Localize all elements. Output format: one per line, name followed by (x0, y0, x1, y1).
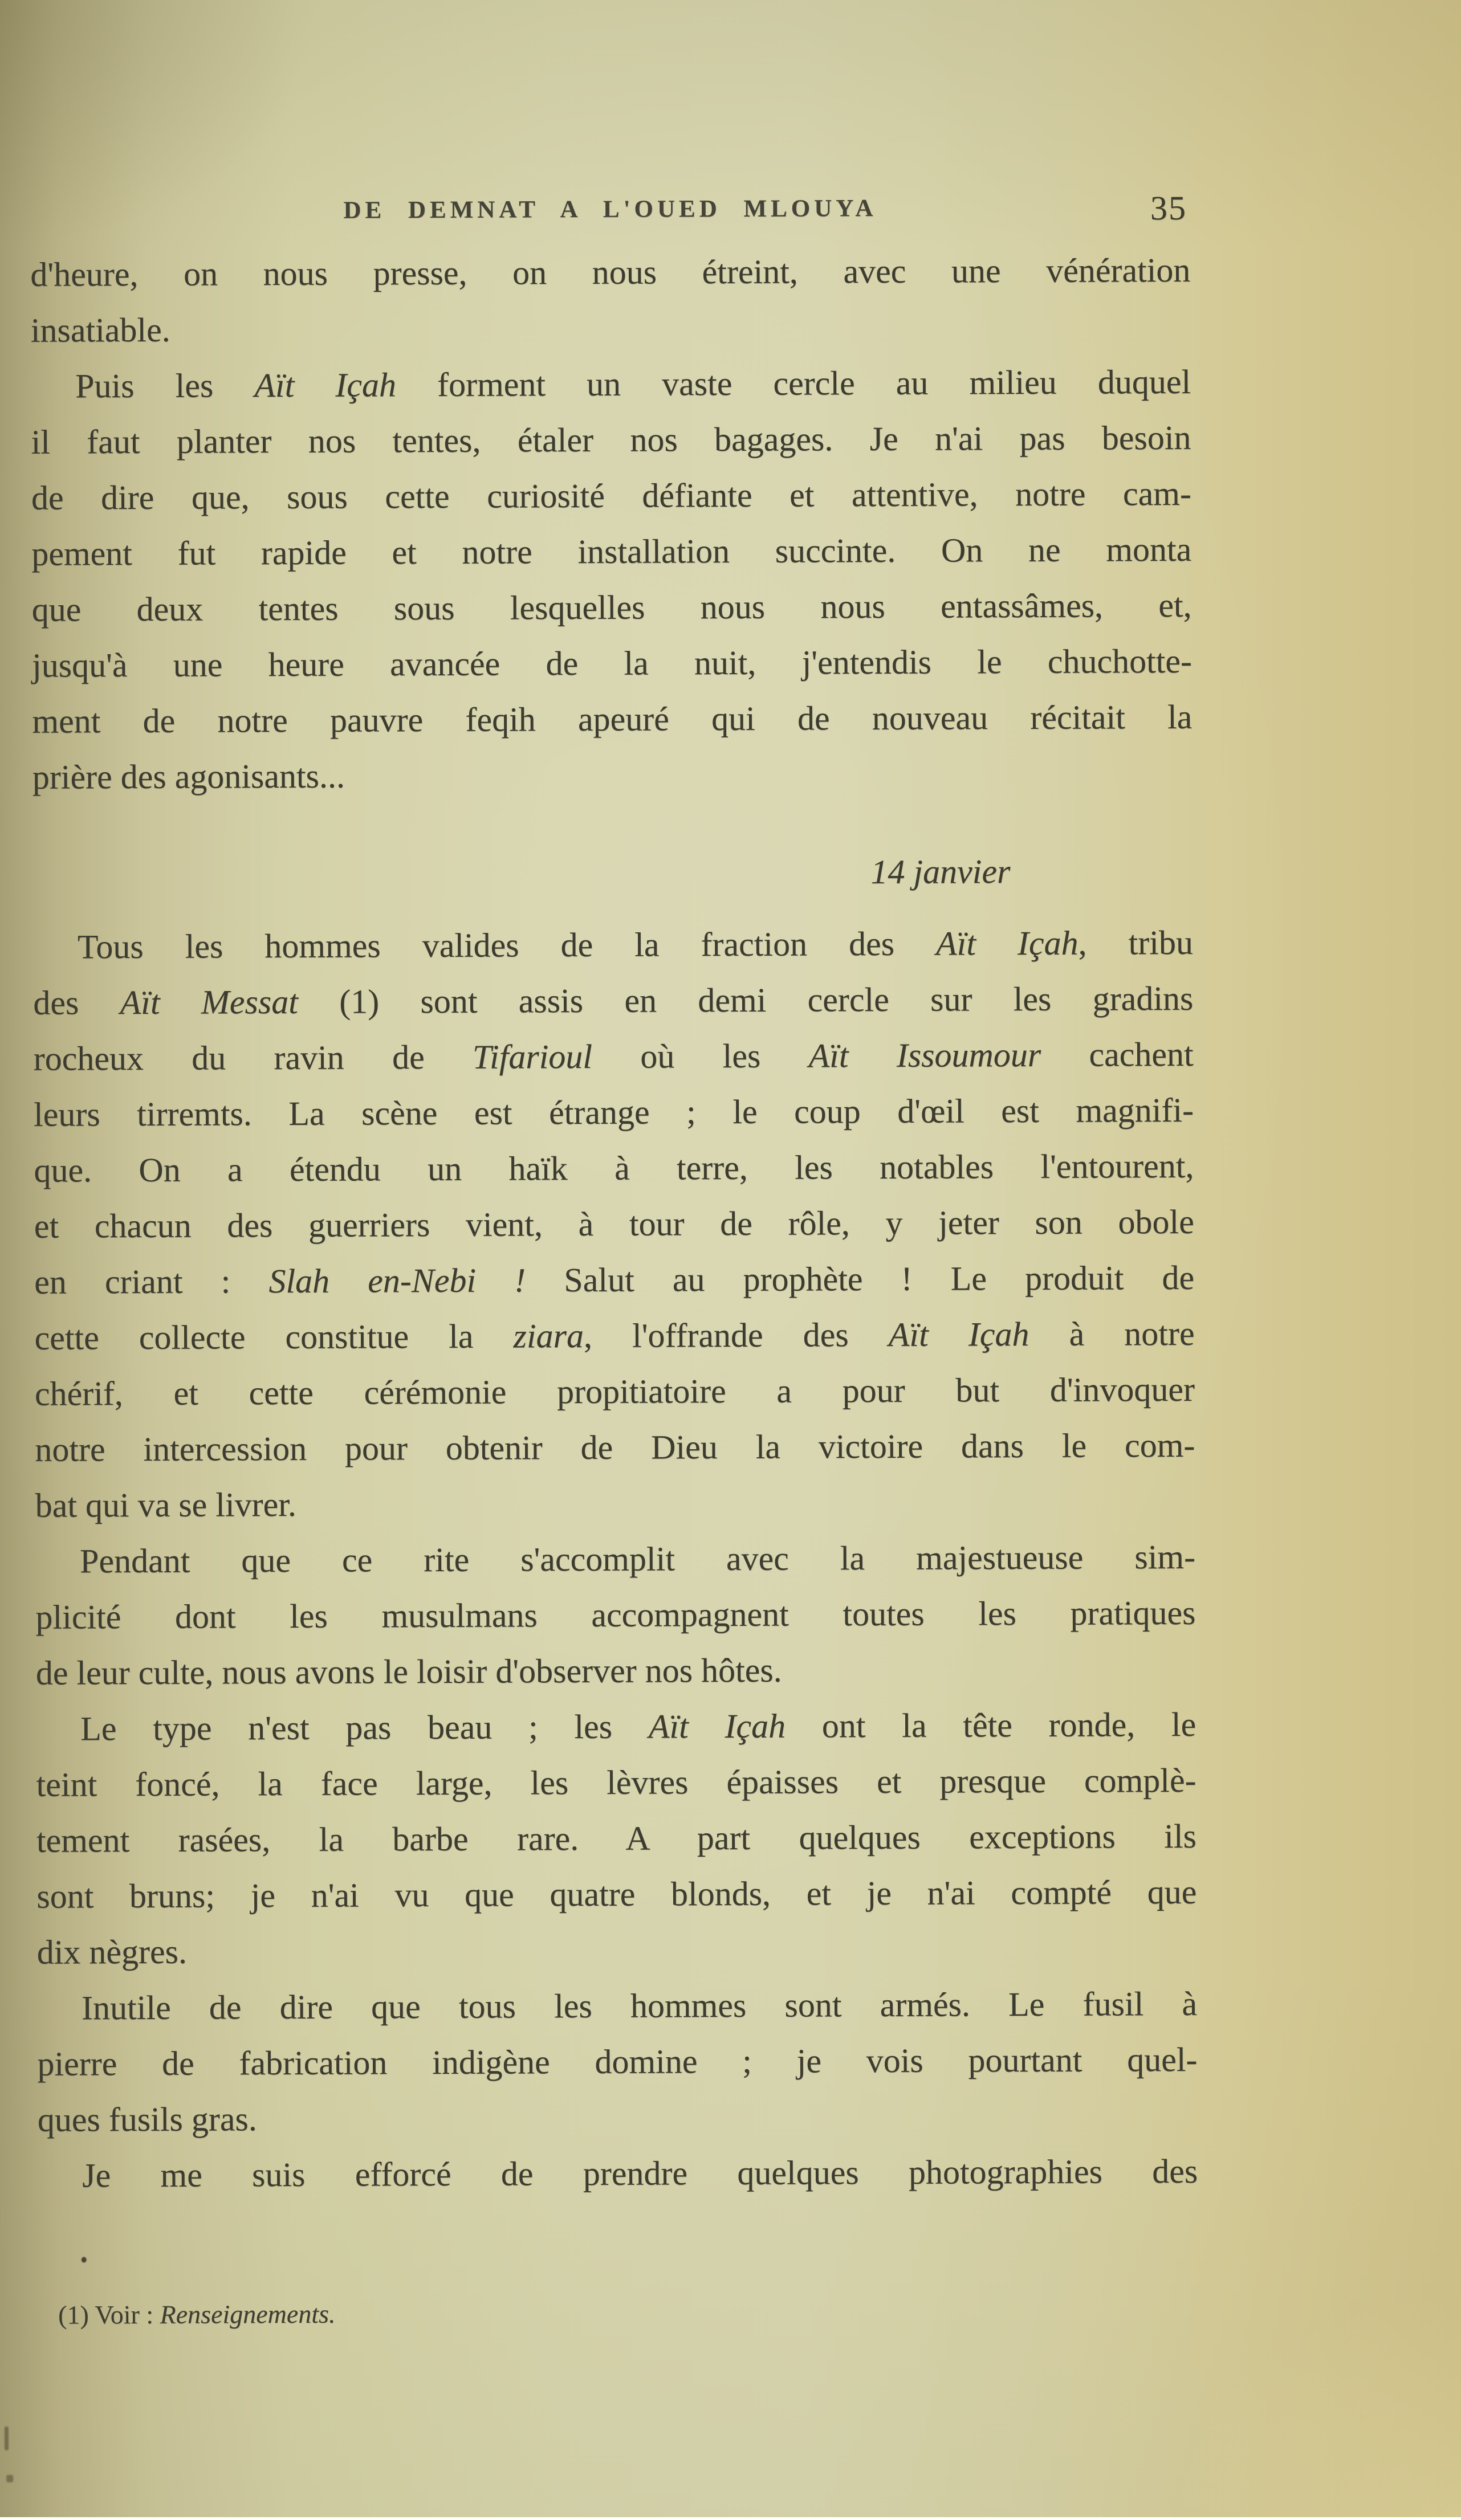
italic-phrase: Aït Içah (254, 366, 397, 405)
text-run: leurs tirremts. La scène est étrange ; le coup d'œil est magnifi- (33, 1091, 1194, 1133)
text-line (34, 1250, 1194, 1310)
text-line (36, 1641, 1196, 1701)
text-run: , tribu (1078, 923, 1194, 962)
text-line (33, 971, 1193, 1031)
paragraph (35, 1529, 1196, 1701)
text-line (36, 1864, 1197, 1924)
footnote (58, 2298, 336, 2331)
page-number: 35 (1150, 189, 1187, 227)
text-run: insatiable. (30, 311, 170, 349)
text-line (31, 466, 1191, 526)
text-run: des (33, 984, 120, 1022)
italic-phrase: Slah en-Nebi ! (268, 1261, 526, 1300)
text-run: Inutile de dire que tous les hommes sont armés. Le fusil à (81, 1984, 1198, 2027)
text-line (34, 1306, 1194, 1366)
text-run: teint foncé, la face large, les lèvres épaisses et presque complè- (36, 1761, 1197, 1804)
text-line (35, 1473, 1195, 1534)
text-run: et chacun des guerriers vient, à tour de rôle, y jeter son obole (34, 1202, 1194, 1245)
text-line (37, 2032, 1197, 2092)
text-line (31, 577, 1191, 638)
text-run: que deux tentes sous lesquelles nous nous entassâmes, et, (31, 586, 1192, 629)
text-run: Le type n'est pas beau ; les (80, 1707, 649, 1748)
italic-phrase: Tifarioul (472, 1037, 593, 1076)
text-run: Tous les hommes valides de la fraction des (77, 924, 937, 966)
text-line (35, 1417, 1195, 1478)
text-line (36, 1808, 1197, 1869)
text-run: prière des agonisants... (32, 757, 345, 796)
text-run: que. On a étendu un haïk à terre, les notables l'entourent, (34, 1147, 1194, 1189)
text-run: tement rasées, la barbe rare. A part quelques exceptions ils (36, 1817, 1197, 1860)
text-line (35, 1585, 1195, 1645)
scan-edge-speck (6, 2475, 13, 2482)
italic-phrase: Renseignements. (160, 2299, 336, 2329)
date-heading (32, 843, 1193, 903)
text-column (30, 0, 1198, 2204)
text-run: bat qui va se livrer. (35, 1485, 296, 1524)
running-head (30, 189, 1190, 227)
text-run: à notre (1029, 1314, 1195, 1353)
text-line (36, 1697, 1196, 1757)
page-title: DE DEMNAT A L'OUED MLOUYA (343, 195, 877, 224)
italic-phrase: 14 janvier (870, 853, 1011, 891)
text-line (35, 1361, 1195, 1422)
text-line (32, 745, 1193, 805)
text-line (31, 354, 1191, 414)
text-line (34, 1138, 1194, 1198)
paragraph (31, 354, 1193, 805)
text-run: ques fusils gras. (37, 2100, 257, 2139)
text-line (33, 1026, 1193, 1087)
text-run: dix nègres. (36, 1932, 188, 1971)
paragraph (38, 2143, 1198, 2204)
text-run: Je me suis efforcé de prendre quelques photographies des (82, 2152, 1198, 2195)
italic-phrase: Aït Içah (648, 1707, 786, 1746)
text-line (33, 915, 1193, 975)
paragraph (33, 915, 1195, 1534)
italic-phrase: Aït Içah (935, 924, 1079, 963)
text-run: pement fut rapide et notre installation succinte. On ne monta (31, 530, 1192, 573)
text-run: de dire que, sous cette curiosité défiante et attentive, notre cam- (31, 474, 1191, 517)
italic-phrase: Aït Messat (120, 982, 298, 1022)
text-run: ment de notre pauvre feqih apeuré qui de nouveau récitait la (32, 698, 1193, 740)
text-run: chérif, et cette cérémonie propitiatoire a pour but d'invoquer (34, 1370, 1195, 1413)
text-run: (1) Voir : (58, 2299, 160, 2330)
text-line (32, 689, 1192, 749)
paragraph (36, 1697, 1197, 1980)
text-line (34, 1082, 1194, 1143)
text-line (38, 2143, 1198, 2204)
scan-edge-speck (5, 2427, 9, 2450)
paragraph (37, 1976, 1198, 2148)
italic-phrase: Aït Issoumour (808, 1035, 1041, 1075)
text-run: forment un vaste cercle au milieu duquel (396, 362, 1191, 404)
text-run: ont la tête ronde, le (785, 1705, 1197, 1745)
text-run: Puis les (75, 366, 255, 405)
text-run: de leur culte, nous avons le loisir d'observer nos hôtes. (35, 1651, 782, 1692)
text-line (31, 410, 1191, 470)
italic-phrase: Aït Içah (888, 1315, 1029, 1353)
text-run: en criant : (34, 1262, 269, 1301)
text-run: (1) sont assis en demi cercle sur les gradins (298, 979, 1194, 1021)
text-run: plicité dont les musulmans accompagnent toutes les pratiques (35, 1593, 1196, 1636)
text-line (32, 843, 1193, 903)
text-run: notre intercession pour obtenir de Dieu la victoire dans le com- (35, 1426, 1195, 1469)
paragraph (30, 242, 1191, 358)
text-run: rocheux du ravin de (33, 1038, 473, 1078)
ink-speck (82, 2257, 87, 2262)
text-run: Salut au prophète ! Le produit de (526, 1258, 1195, 1299)
text-line (30, 242, 1190, 303)
text-run: il faut planter nos tentes, étaler nos bagages. Je n'ai pas besoin (31, 418, 1191, 461)
text-line (34, 1194, 1194, 1254)
text-line (35, 1529, 1195, 1589)
text-run: cachent (1041, 1035, 1194, 1074)
text-line (36, 1752, 1196, 1813)
text-run: cette collecte constitue la (34, 1317, 514, 1357)
italic-phrase: ziara (513, 1316, 584, 1355)
text-run: où les (592, 1037, 809, 1075)
text-line (31, 298, 1191, 358)
text-line (36, 1920, 1197, 1980)
text-line (38, 2087, 1198, 2148)
text-run: , l'offrande des (583, 1315, 889, 1355)
text-run: jusqu'à une heure avancée de la nuit, j'entendis le chuchotte- (31, 642, 1193, 684)
text-line (32, 633, 1192, 694)
text-run: d'heure, on nous presse, on nous étreint, avec une vénération (30, 251, 1191, 293)
text-line (31, 521, 1191, 582)
text-run: pierre de fabrication indigène domine ; je vois pourtant quel- (37, 2040, 1198, 2083)
text-line (37, 1976, 1197, 2036)
text-run: Pendant que ce rite s'accomplit avec la majestueuse sim- (79, 1538, 1196, 1580)
text-run: sont bruns; je n'ai vu que quatre blonds, et je n'ai compté que (36, 1873, 1197, 1915)
page-body-text (30, 242, 1198, 2204)
